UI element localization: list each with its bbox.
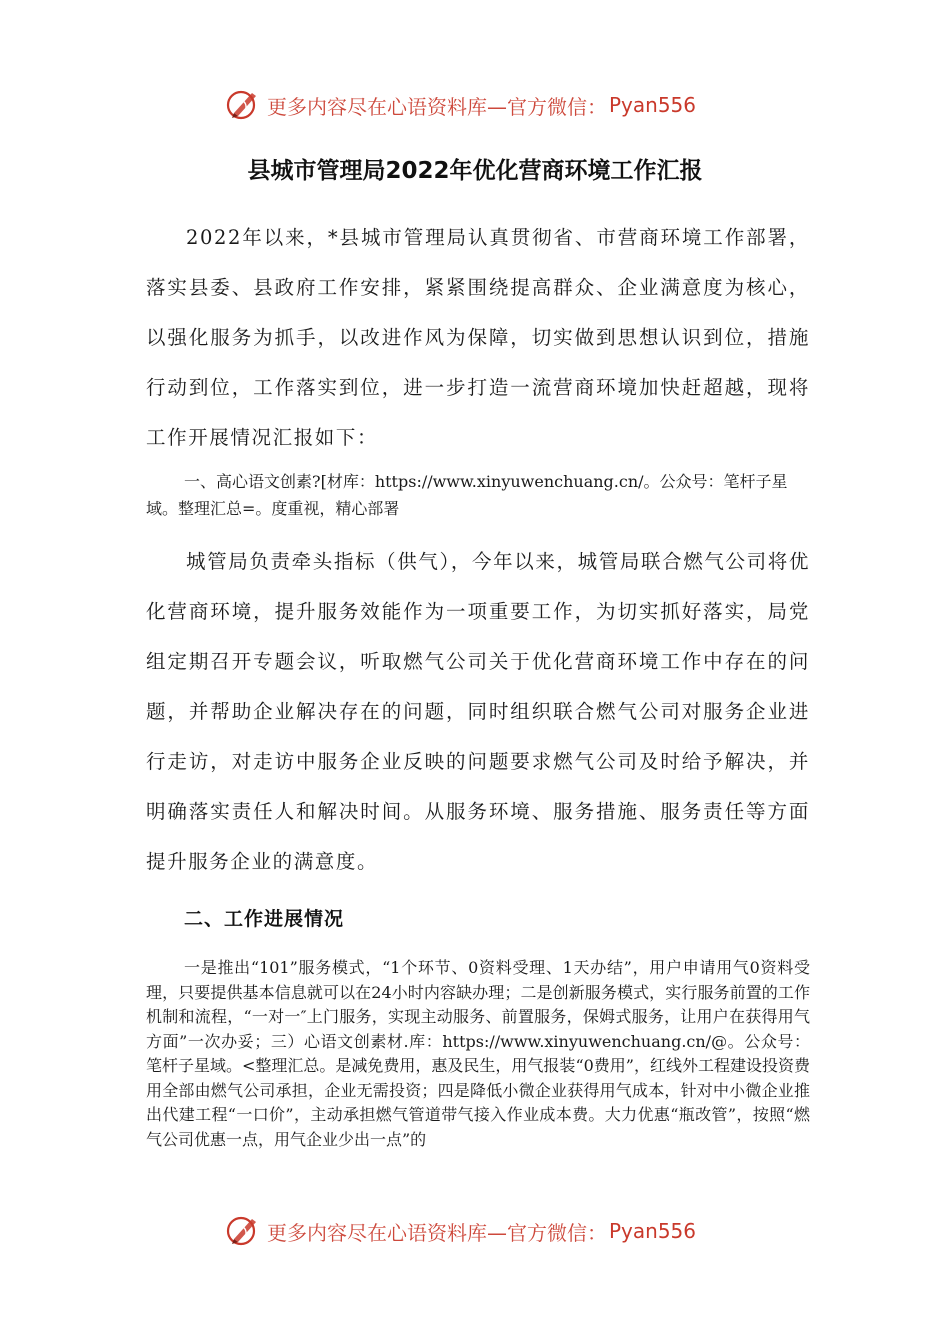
section1-paragraph: 城管局负责牵头指标（供气），今年以来，城管局联合燃气公司将优化营商环境，提升服务效能作为一项重要工作，为切实抓好落实，局党组定期召开专题会议，听取燃气公司关于优化营商环境工作中存在的问题，并帮助企业解决存在的问题，同时组织联合燃气公司对服务企业进行走访，对走访中服务企业反映的问题要求燃气公司及时给予解决，并明确落实责任人和解决时间。从服务环境、服务措施、服务责任等方面提升服务企业的满意度。 xyxy=(146,550,810,873)
intro-paragraph: 2022年以来，*县城市管理局认真贯彻省、市营商环境工作部署，落实县委、县政府工作安排，紧紧围绕提高群众、企业满意度为核心，以强化服务为抓手，以改进作风为保障，切实做到思想认识到位，措施行动到位，工作落实到位，进一步打造一流营商环境加快赶超越，现将工作开展情况汇报如下： xyxy=(146,226,810,449)
document-title: 县城市管理局2022年优化营商环境工作汇报 xyxy=(247,158,703,184)
section2-paragraph: 一是推出“101”服务模式，“1个环节、0资料受理、1天办结”，用户申请用气0资料受理，只要提供基本信息就可以在24小时内容缺办理；二是创新服务模式，实行服务前置的工作机制和流程，“一对一″上门服务，实现主动服务、前置服务，保姆式服务，让用户在获得用气方面”一次办妥；三）心语文创素材.库：https://www.xinyuwenchuang.cn/@。公众号：笔杆子星域。<整理汇总。是减免费用，惠及民生，用气报装“0费用”，红线外工程建设投资费用全部由燃气公司承担，企业无需投资；四是降低小微企业获得用气成本，针对中小微企业推出代建工程“一口价”，主动承担燃气管道带气接入作业成本费。大力优惠“瓶改管”，按照“燃气公司优惠一点，用气企业少出一点”的 xyxy=(146,958,810,1149)
section1-heading: 一、高心语文创素?[材库：https://www.xinyuwenchuang.cn/。公众号：笔杆子星域。整理汇总=。度重视，精心部署 xyxy=(146,472,788,518)
watermark-text: 更多内容尽在心语资料库—官方微信： xyxy=(267,1220,607,1245)
watermark-header xyxy=(225,85,696,125)
watermark-wechat-id: Pyan556 xyxy=(609,93,697,117)
section2-heading: 二、工作进展情况 xyxy=(184,908,345,930)
watermark-footer xyxy=(225,1211,696,1251)
pen-circle-logo-icon xyxy=(225,1213,261,1249)
watermark-wechat-id: Pyan556 xyxy=(609,1219,697,1243)
watermark-text: 更多内容尽在心语资料库—官方微信： xyxy=(267,94,607,119)
pen-circle-logo-icon xyxy=(225,87,261,123)
